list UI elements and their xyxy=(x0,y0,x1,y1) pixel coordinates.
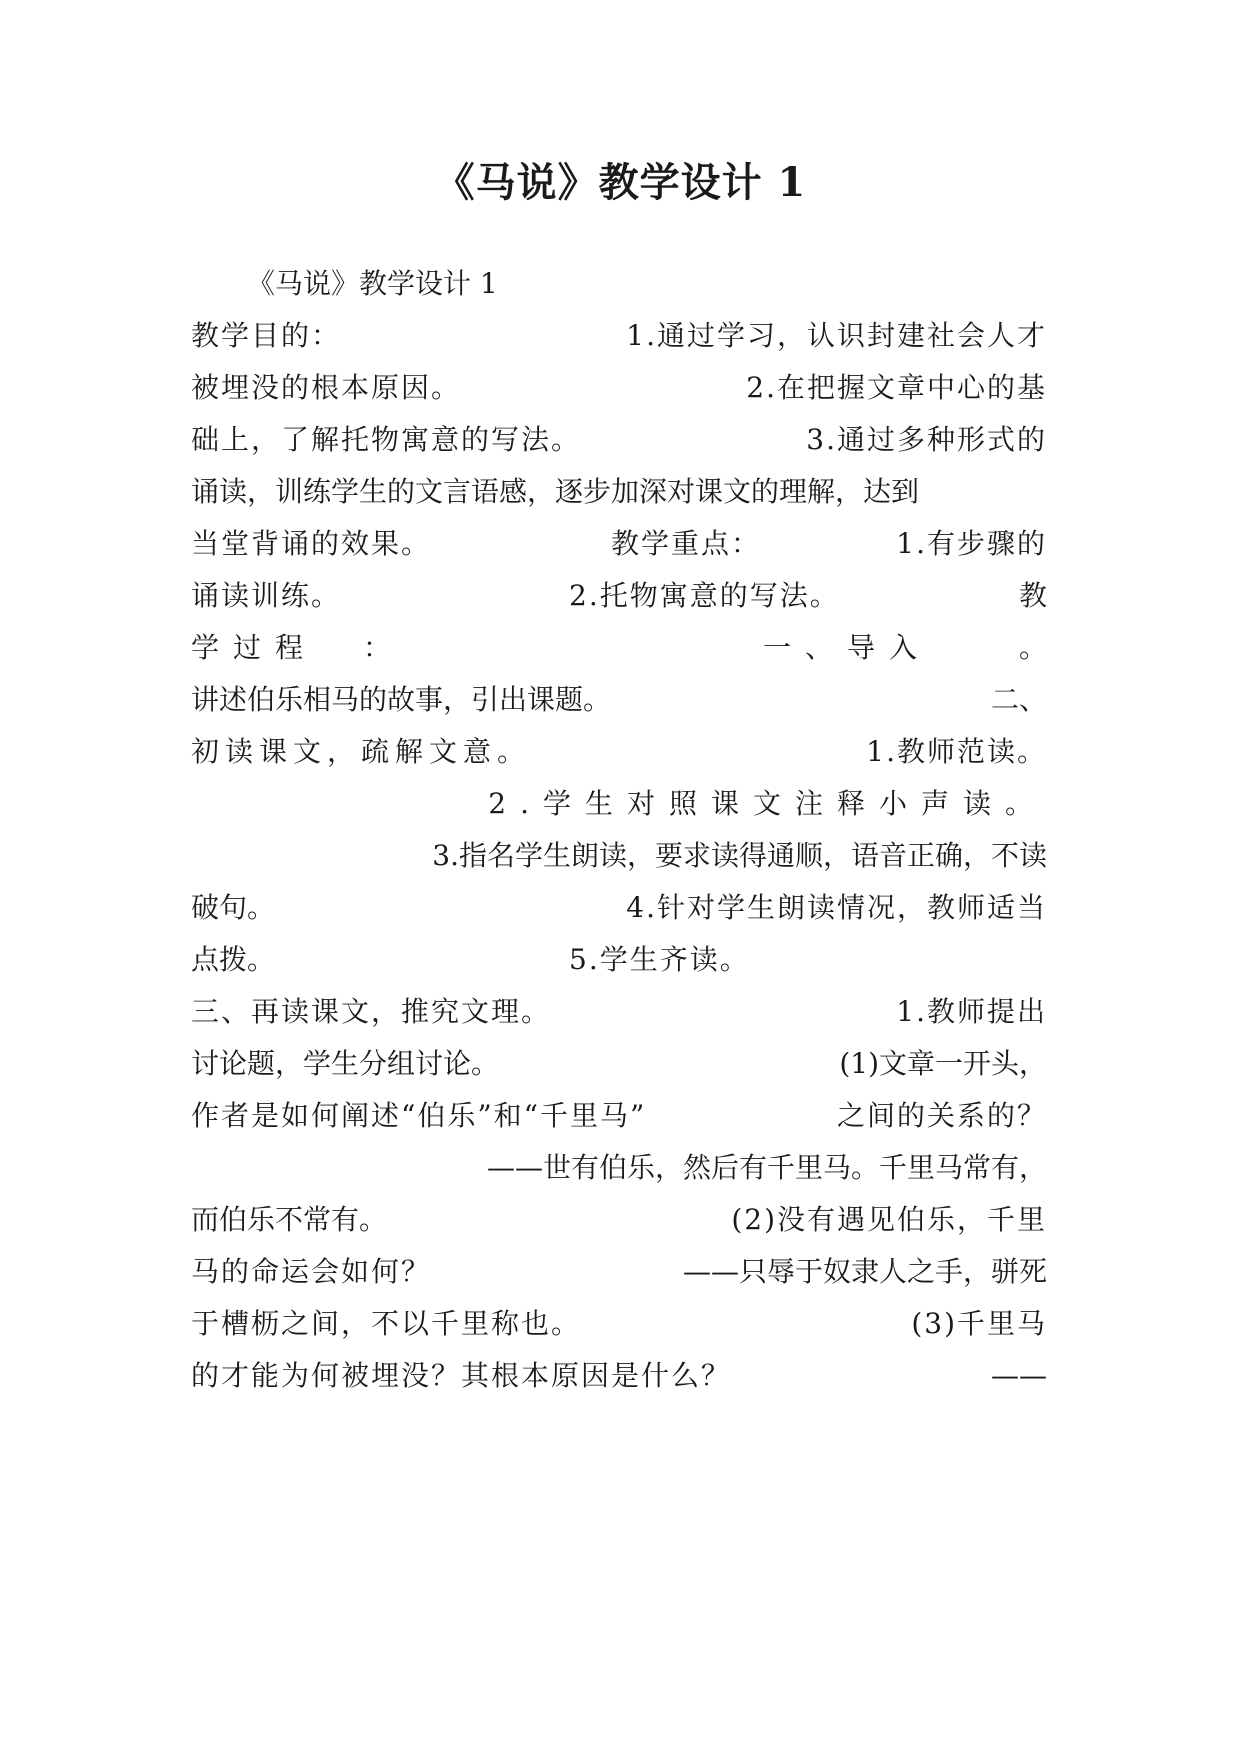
text-segment: 4.针对学生朗读情况，教师适当 xyxy=(626,891,1047,924)
body-line xyxy=(191,940,1047,980)
text-segment: 1.教师提出 xyxy=(896,995,1047,1028)
body-line xyxy=(191,628,1047,668)
text-segment: 被埋没的根本原因。 xyxy=(191,371,462,404)
text-segment: 二、 xyxy=(990,683,1047,716)
text-segment: 2.托物寓意的写法。 xyxy=(569,579,840,612)
body-line xyxy=(191,1200,1047,1240)
text-segment: 1.通过学习，认识封建社会人才 xyxy=(626,319,1047,352)
body-line xyxy=(191,784,1047,824)
text-segment: 的才能为何被埋没？其根本原因是什么？ xyxy=(191,1359,732,1392)
body-line xyxy=(191,1304,1047,1344)
body-line xyxy=(191,264,1047,304)
body-line xyxy=(191,1252,1047,1292)
body-line xyxy=(191,992,1047,1032)
text-segment: 三、再读课文，推究文理。 xyxy=(191,995,552,1028)
text-segment: 而伯乐不常有。 xyxy=(191,1203,388,1236)
text-segment: 3.通过多种形式的 xyxy=(806,423,1047,456)
text-segment: 初读课文，疏解文意。 xyxy=(191,735,532,768)
body-line xyxy=(191,732,1047,772)
text-segment: 。 xyxy=(1018,631,1047,664)
body-line xyxy=(191,1044,1047,1084)
text-segment: 破句。 xyxy=(191,891,276,924)
text-segment: (3)千里马 xyxy=(911,1307,1047,1340)
body-line xyxy=(191,836,1047,876)
text-segment: ： xyxy=(363,631,392,664)
text-segment: 学过程 xyxy=(191,631,318,664)
text-segment: 2.在把握文章中心的基 xyxy=(746,371,1047,404)
text-segment: 2.学生对照课文注释小声读。 xyxy=(488,787,1047,820)
text-segment: —— xyxy=(991,1359,1047,1392)
body-line xyxy=(191,368,1047,408)
text-segment: 教学目的： xyxy=(191,319,342,352)
text-segment: 作者是如何阐述“伯乐”和“千里马” xyxy=(191,1099,647,1132)
text-segment: 之间的关系的？ xyxy=(836,1099,1047,1132)
text-segment: 教学重点： xyxy=(611,527,762,560)
body-line xyxy=(191,680,1047,720)
text-segment: 讲述伯乐相马的故事，引出课题。 xyxy=(191,683,612,716)
text-segment: 1.教师范读。 xyxy=(866,735,1047,768)
text-segment: 础上，了解托物寓意的写法。 xyxy=(191,423,582,456)
text-segment: 点拨。 xyxy=(191,943,276,976)
document-title: 《马说》教学设计 1 xyxy=(434,159,807,206)
text-segment: ——只辱于奴隶人之手，骈死 xyxy=(682,1255,1047,1288)
body-line xyxy=(191,524,1047,564)
text-segment: 3.指名学生朗读，要求读得通顺，语音正确，不读 xyxy=(432,839,1047,872)
text-segment: 5.学生齐读。 xyxy=(569,943,750,976)
text-segment: 当堂背诵的效果。 xyxy=(191,527,432,560)
text-segment: 教 xyxy=(1018,579,1047,612)
body-line xyxy=(191,888,1047,928)
text-segment: 一、导入 xyxy=(763,631,932,664)
text-segment: ——世有伯乐，然后有千里马。千里马常有， xyxy=(486,1151,1047,1184)
text-segment: 于槽枥之间，不以千里称也。 xyxy=(191,1307,582,1340)
subtitle-text: 《马说》教学设计 1 xyxy=(247,267,498,300)
body-line xyxy=(191,1148,1047,1188)
body-line xyxy=(191,316,1047,356)
text-segment: 诵读训练。 xyxy=(191,579,342,612)
body-line xyxy=(191,472,1047,512)
text-segment: 讨论题，学生分组讨论。 xyxy=(191,1047,500,1080)
body-line xyxy=(191,1356,1047,1396)
text-segment: (2)没有遇见伯乐，千里 xyxy=(731,1203,1047,1236)
text-segment: 马的命运会如何？ xyxy=(191,1255,432,1288)
text-segment: (1)文章一开头， xyxy=(839,1047,1047,1080)
body-line xyxy=(191,576,1047,616)
text-segment: 诵读，训练学生的文言语感，逐步加深对课文的理解，达到 xyxy=(191,475,920,508)
text-segment: 1.有步骤的 xyxy=(896,527,1047,560)
body-line xyxy=(191,1096,1047,1136)
body-line xyxy=(191,420,1047,460)
